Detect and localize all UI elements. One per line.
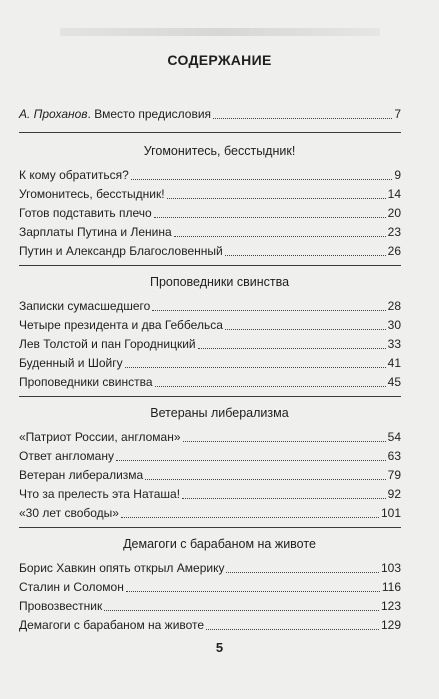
entry-title: Борис Хавкин опять открыл Америку xyxy=(19,561,225,575)
entry-title: Буденный и Шойгу xyxy=(19,356,123,370)
entry-title: Демагоги с барабаном на животе xyxy=(19,618,205,632)
toc-entry xyxy=(19,467,401,483)
entry-title: Четыре президента и два Геббельса xyxy=(19,318,223,332)
section-divider xyxy=(19,527,401,528)
entry-page: 129 xyxy=(380,618,401,632)
toc-entry xyxy=(19,560,401,576)
toc-entry xyxy=(19,486,401,502)
dot-leader xyxy=(167,198,386,199)
entry-title: К кому обратиться? xyxy=(19,168,129,182)
toc-entry xyxy=(19,374,401,390)
section-heading: Угомонитесь, бесстыдник! xyxy=(143,144,296,158)
dot-leader xyxy=(116,460,386,461)
entry-page: 23 xyxy=(387,225,401,239)
toc-entry xyxy=(19,186,401,202)
dot-leader xyxy=(198,348,386,349)
bleed-through-text xyxy=(60,28,380,36)
section-divider xyxy=(19,132,401,133)
entry-page: 41 xyxy=(387,356,401,370)
entry-page: 54 xyxy=(387,430,401,444)
dot-leader xyxy=(154,217,386,218)
entry-title: Угомонитесь, бесстыдник! xyxy=(19,187,165,201)
entry-title: Сталин и Соломон xyxy=(19,580,124,594)
entry-title: Ответ англоману xyxy=(19,449,114,463)
preface-author: А. Проханов xyxy=(19,107,88,121)
toc-entry xyxy=(19,224,401,240)
entry-page: 9 xyxy=(394,168,401,182)
entry-page: 28 xyxy=(387,299,401,313)
entry-page: 92 xyxy=(387,487,401,501)
toc-entry xyxy=(19,167,401,183)
entry-page: 103 xyxy=(380,561,401,575)
dot-leader xyxy=(104,610,379,611)
dot-leader xyxy=(155,386,386,387)
entry-page: 14 xyxy=(387,187,401,201)
toc-entry xyxy=(19,429,401,445)
preface-title: . Вместо предисловия xyxy=(87,107,212,121)
toc-entry xyxy=(19,205,401,221)
entry-title: Путин и Александр Благословенный xyxy=(19,244,223,258)
entry-title: Зарплаты Путина и Ленина xyxy=(19,225,172,239)
toc-entry xyxy=(19,579,401,595)
toc-entry xyxy=(19,598,401,614)
entry-page: 20 xyxy=(387,206,401,220)
dot-leader xyxy=(183,441,386,442)
entry-page: 63 xyxy=(387,449,401,463)
entry-page: 30 xyxy=(387,318,401,332)
toc-entry xyxy=(19,298,401,314)
entry-page: 7 xyxy=(394,107,401,121)
toc-entry-preface xyxy=(19,106,401,122)
dot-leader xyxy=(174,236,386,237)
toc-entry xyxy=(19,336,401,352)
toc-entry xyxy=(19,505,401,521)
entry-page: 101 xyxy=(380,506,401,520)
section-divider xyxy=(19,265,401,266)
entry-title xyxy=(19,106,211,122)
toc-entry xyxy=(19,317,401,333)
toc-entry xyxy=(19,448,401,464)
dot-leader xyxy=(125,367,386,368)
dot-leader xyxy=(152,310,385,311)
dot-leader xyxy=(131,179,392,180)
dot-leader xyxy=(145,479,385,480)
entry-title: Что за прелесть эта Наташа! xyxy=(19,487,181,501)
section-heading: Демагоги с барабаном на животе xyxy=(123,537,316,551)
dot-leader xyxy=(213,118,392,119)
dot-leader xyxy=(226,572,379,573)
dot-leader xyxy=(206,629,379,630)
page-number: 5 xyxy=(215,640,224,655)
entry-page: 116 xyxy=(381,580,401,594)
toc-entry xyxy=(19,243,401,259)
entry-page: 45 xyxy=(387,375,401,389)
section-heading: Проповедники свинства xyxy=(149,275,290,289)
entry-page: 33 xyxy=(387,337,401,351)
entry-title: Провозвестник xyxy=(19,599,103,613)
entry-title: Лев Толстой и пан Городницкий xyxy=(19,337,196,351)
dot-leader xyxy=(225,329,386,330)
section-heading: Ветераны либерализма xyxy=(150,406,289,420)
toc-entry xyxy=(19,617,401,633)
entry-page: 26 xyxy=(387,244,401,258)
toc-entry xyxy=(19,355,401,371)
dot-leader xyxy=(121,517,379,518)
dot-leader xyxy=(126,591,380,592)
entry-page: 123 xyxy=(380,599,401,613)
entry-title: «Патриот России, англоман» xyxy=(19,430,181,444)
section-divider xyxy=(19,396,401,397)
entry-title: «30 лет свободы» xyxy=(19,506,119,520)
entry-title: Ветеран либерализма xyxy=(19,468,144,482)
toc-title: СОДЕРЖАНИЕ xyxy=(167,52,272,68)
entry-title: Проповедники свинства xyxy=(19,375,153,389)
dot-leader xyxy=(182,498,386,499)
entry-title: Записки сумасшедшего xyxy=(19,299,151,313)
entry-title: Готов подставить плечо xyxy=(19,206,152,220)
dot-leader xyxy=(225,255,386,256)
entry-page: 79 xyxy=(387,468,401,482)
